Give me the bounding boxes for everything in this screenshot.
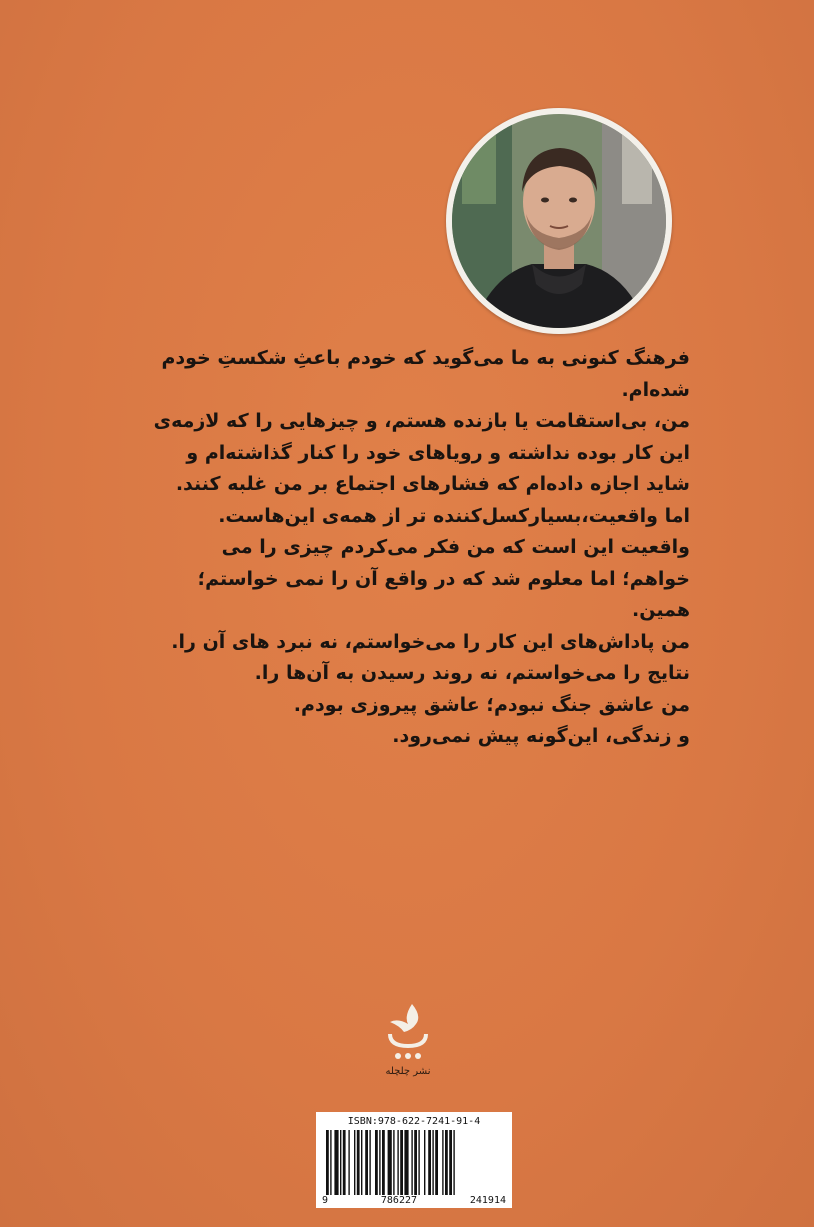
barcode-bar xyxy=(404,1130,408,1195)
barcode-bar xyxy=(435,1130,438,1195)
barcode-bar xyxy=(340,1130,341,1195)
barcode-bar xyxy=(379,1130,380,1195)
barcode-bar xyxy=(453,1130,454,1195)
barcode-bar xyxy=(442,1130,443,1195)
barcode-bar xyxy=(432,1130,433,1195)
barcode-bar xyxy=(382,1130,385,1195)
publisher-name: نشر چلچله xyxy=(385,1066,431,1077)
barcode-bars xyxy=(322,1130,506,1195)
blurb-line: فرهنگ کنونی به ما می‌گوید که خودم باعثِ شکستِ خودم شده‌ام. xyxy=(161,347,690,401)
author-photo xyxy=(452,114,666,328)
isbn-barcode xyxy=(316,1112,512,1208)
barcode-bar xyxy=(354,1130,355,1195)
blurb-line: اما واقعیت،بسیارکسل‌کننده تر از همه‌ی این‌هاست. واقعیت این است که من فکر می‌کردم چیزی را می خواهم؛ اما معلوم شد که در واقع آن را نمی خواستم؛ همین. xyxy=(197,504,690,621)
author-portrait xyxy=(446,108,672,334)
barcode-bar xyxy=(357,1130,360,1195)
barcode-bar xyxy=(361,1130,362,1195)
publisher-logo xyxy=(373,1002,443,1082)
barcode-bar xyxy=(418,1130,419,1195)
barcode-bar xyxy=(411,1130,412,1195)
barcode-bar xyxy=(400,1130,403,1195)
barcode-bar xyxy=(334,1130,338,1195)
barcode-left-digits: 786227 xyxy=(380,1195,418,1206)
barcode-digits xyxy=(322,1195,506,1206)
barcode-bar xyxy=(424,1130,425,1195)
swallow-logo-icon xyxy=(382,1002,434,1064)
blurb-line: و زندگی، این‌گونه پیش نمی‌رود. xyxy=(392,725,690,747)
barcode-bar xyxy=(369,1130,370,1195)
barcode-bar xyxy=(428,1130,431,1195)
barcode-bar xyxy=(414,1130,417,1195)
blurb-line: من پاداش‌های این کار را می‌خواستم، نه نبرد های آن را. نتایج را می‌خواستم، نه روند رسیدن به آن‌ها را. xyxy=(171,630,690,684)
barcode-bar xyxy=(343,1130,346,1195)
barcode-right-digits: 241914 xyxy=(469,1195,506,1206)
barcode-bar xyxy=(449,1130,452,1195)
barcode-bar xyxy=(375,1130,378,1195)
barcode-bar xyxy=(393,1130,394,1195)
barcode-bar xyxy=(326,1130,329,1195)
blurb-line: من، بی‌استقامت یا بازنده هستم، و چیزهایی را که لازمه‌ی این کار بوده نداشته و رویاهای خود را کنار گذاشته‌ام و شاید اجازه داده‌ام که فشارهای اجتماع بر من غلبه کنند. xyxy=(153,410,690,495)
barcode-bar xyxy=(348,1130,349,1195)
blurb-line: من عاشق جنگ نبودم؛ عاشق پیروزی بودم. xyxy=(293,693,690,716)
blurb-text xyxy=(150,343,690,753)
barcode-bar xyxy=(445,1130,448,1195)
barcode-bar xyxy=(330,1130,331,1195)
barcode-bar xyxy=(365,1130,368,1195)
barcode-lead-digit: 9 xyxy=(322,1195,329,1206)
isbn-number: ISBN:978-622-7241-91-4 xyxy=(347,1116,481,1127)
barcode-bar xyxy=(388,1130,392,1195)
barcode-bar xyxy=(397,1130,398,1195)
